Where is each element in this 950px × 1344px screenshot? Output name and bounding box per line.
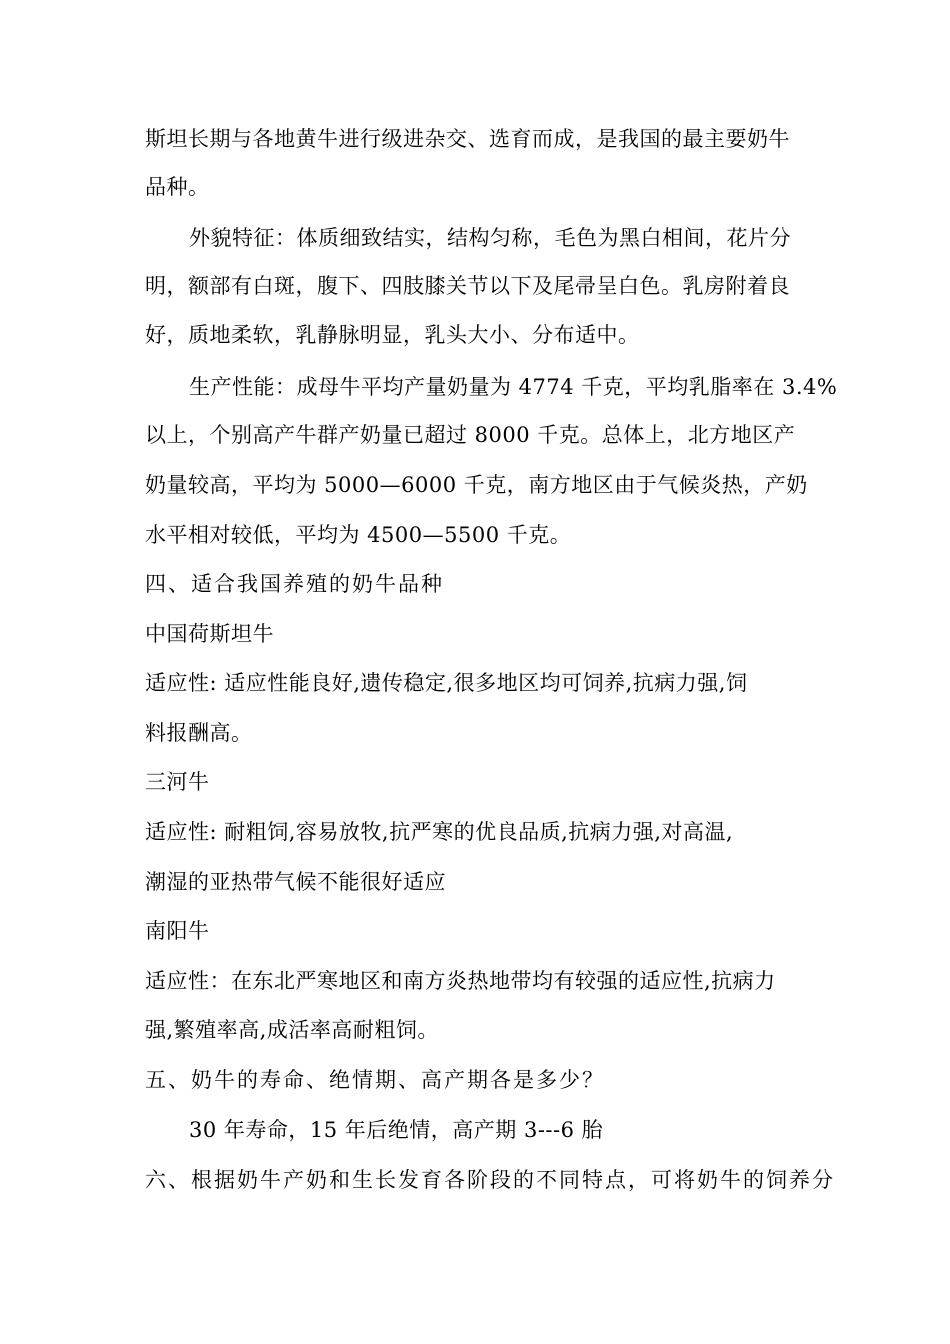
paragraph-line: 斯坦长期与各地黄牛进行级进杂交、选育而成，是我国的最主要奶牛: [145, 127, 790, 151]
section-heading: 六、根据奶牛产奶和生长发育各阶段的不同特点，可将奶牛的饲养分: [145, 1168, 835, 1192]
section-heading: 五、奶牛的寿命、绝情期、高产期各是多少？: [145, 1068, 605, 1092]
paragraph-line: 30 年寿命，15 年后绝情，高产期 3---6 胎: [189, 1118, 604, 1142]
paragraph-line: 品种。: [145, 175, 210, 199]
paragraph-line: 料报酬高。: [145, 721, 253, 745]
section-heading: 四、适合我国养殖的奶牛品种: [145, 572, 444, 596]
breed-name: 南阳牛: [145, 919, 210, 943]
breed-name: 三河牛: [145, 770, 210, 794]
paragraph-line: 明，额部有白斑，腹下、四肢膝关节以下及尾帚呈白色。乳房附着良: [145, 274, 790, 298]
paragraph-line: 以上，个别高产牛群产奶量已超过 8000 千克。总体上，北方地区产: [145, 423, 796, 447]
paragraph-line: 适应性: 耐粗饲,容易放牧,抗严寒的优良品质,抗病力强,对高温,: [145, 820, 734, 844]
paragraph-line: 潮湿的亚热带气候不能很好适应: [145, 870, 446, 894]
paragraph-line: 适应性: 适应性能良好,遗传稳定,很多地区均可饲养,抗病力强,饲: [145, 671, 748, 695]
paragraph-line: 外貌特征：体质细致结实，结构匀称，毛色为黑白相间，花片分: [189, 226, 791, 250]
paragraph-line: 适应性：在东北严寒地区和南方炎热地带均有较强的适应性,抗病力: [145, 969, 776, 993]
paragraph-line: 水平相对较低，平均为 4500—5500 千克。: [145, 523, 572, 547]
breed-name: 中国荷斯坦牛: [145, 622, 274, 646]
paragraph-line: 强,繁殖率高,成活率高耐粗饲。: [145, 1018, 439, 1042]
paragraph-line: 生产性能：成母牛平均产量奶量为 4774 千克，平均乳脂率在 3.4%: [189, 375, 838, 399]
paragraph-line: 奶量较高，平均为 5000—6000 千克，南方地区由于气候炎热，产奶: [145, 473, 808, 497]
paragraph-line: 好，质地柔软，乳静脉明显，乳头大小、分布适中。: [145, 323, 640, 347]
